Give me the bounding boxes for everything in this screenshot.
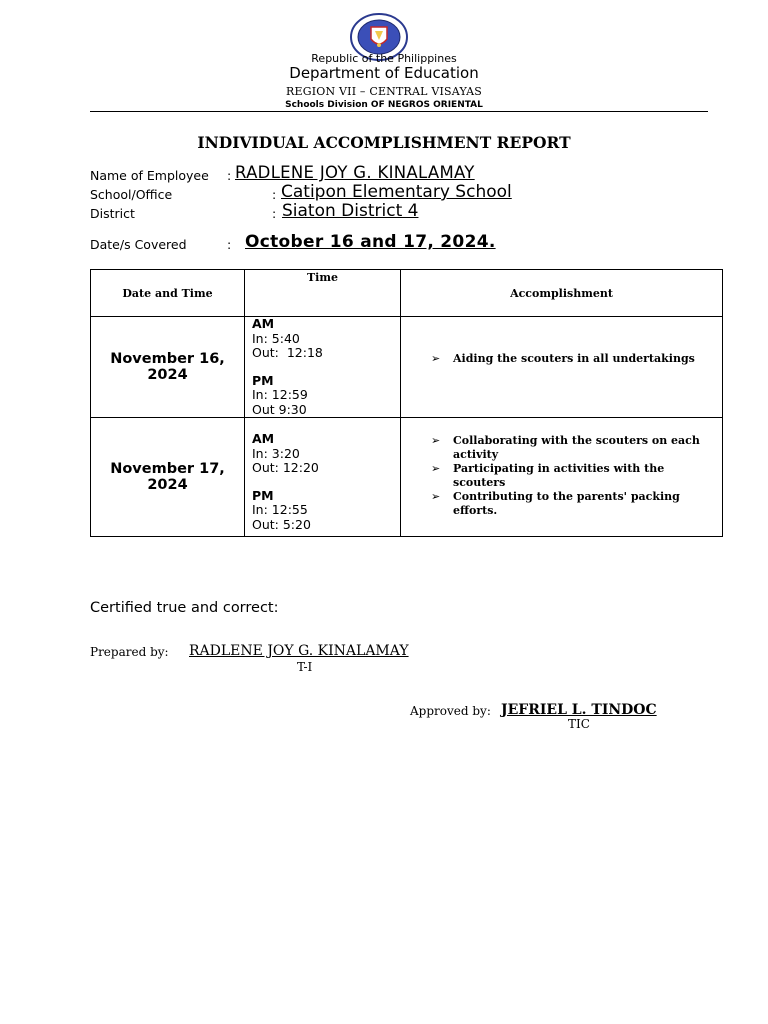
pm-out: Out: 5:20 [252, 516, 311, 532]
arrow-bullet-icon: ➢ [431, 462, 441, 475]
division-line: Schools Division OF NEGROS ORIENTAL [285, 100, 483, 110]
list-item: ➢ Participating in activities with the scouters [431, 462, 665, 489]
certification-statement: Certified true and correct: [90, 600, 279, 616]
school-label: School/Office [90, 187, 173, 202]
row-date: November 16, 2024 [91, 317, 245, 418]
table-header-row [91, 270, 723, 317]
header-divider [90, 111, 708, 112]
district-label: District [90, 206, 135, 221]
school-name: Catipon Elementary School [281, 182, 512, 202]
arrow-bullet-icon: ➢ [431, 490, 441, 503]
prepared-by-name: RADLENE JOY G. KINALAMAY [189, 643, 409, 659]
arrow-bullet-icon: ➢ [431, 434, 441, 447]
dates-label: Date/s Covered [90, 237, 187, 252]
header-time: Time [245, 270, 401, 317]
row-date: November 17, 2024 [91, 418, 245, 537]
am-label: AM [252, 316, 275, 331]
district-colon: : [272, 206, 277, 221]
table-row [91, 317, 723, 418]
republic-line: Republic of the Philippines [311, 52, 457, 65]
am-in: In: 5:40 [252, 330, 300, 346]
approved-by-label: Approved by: [410, 704, 491, 718]
am-label: AM [252, 431, 275, 446]
am-in: In: 3:20 [252, 445, 300, 461]
am-out: Out: 12:18 [252, 345, 323, 360]
dates-colon: : [227, 237, 232, 252]
department-name: Department of Education [289, 64, 479, 82]
pm-in: In: 12:59 [252, 387, 308, 402]
report-title: INDIVIDUAL ACCOMPLISHMENT REPORT [197, 133, 571, 152]
approved-by-position: TIC [568, 717, 590, 731]
header-date: Date and Time [91, 270, 245, 317]
employee-name: RADLENE JOY G. KINALAMAY [235, 163, 475, 182]
pm-in: In: 12:55 [252, 502, 308, 517]
district-name: Siaton District 4 [282, 201, 419, 221]
table-row [91, 418, 723, 537]
pm-label: PM [252, 487, 274, 503]
row-time [245, 418, 401, 537]
prepared-by-position: T-I [297, 660, 313, 674]
employee-colon: : [227, 168, 232, 183]
row-accomplishments [401, 317, 723, 418]
pm-label: PM [252, 372, 274, 388]
approved-by-name: JEFRIEL L. TINDOC [501, 702, 657, 718]
arrow-bullet-icon: ➢ [431, 352, 441, 365]
list-item: ➢ Collaborating with the scouters on each activity [431, 434, 700, 461]
am-out: Out: 12:20 [252, 460, 319, 475]
header-accomplishment: Accomplishment [401, 270, 723, 317]
region-line: REGION VII – CENTRAL VISAYAS [286, 85, 482, 98]
list-item: ➢ Aiding the scouters in all undertakings [431, 352, 695, 365]
list-item: ➢ Contributing to the parents' packing efforts. [431, 490, 680, 517]
accomplishment-table [90, 269, 723, 537]
dates-covered: October 16 and 17, 2024. [245, 232, 496, 252]
school-colon: : [272, 187, 277, 202]
pm-out: Out 9:30 [252, 401, 307, 417]
prepared-by-label: Prepared by: [90, 645, 169, 659]
row-accomplishments [401, 418, 723, 537]
row-time [245, 317, 401, 418]
employee-label: Name of Employee [90, 168, 209, 183]
